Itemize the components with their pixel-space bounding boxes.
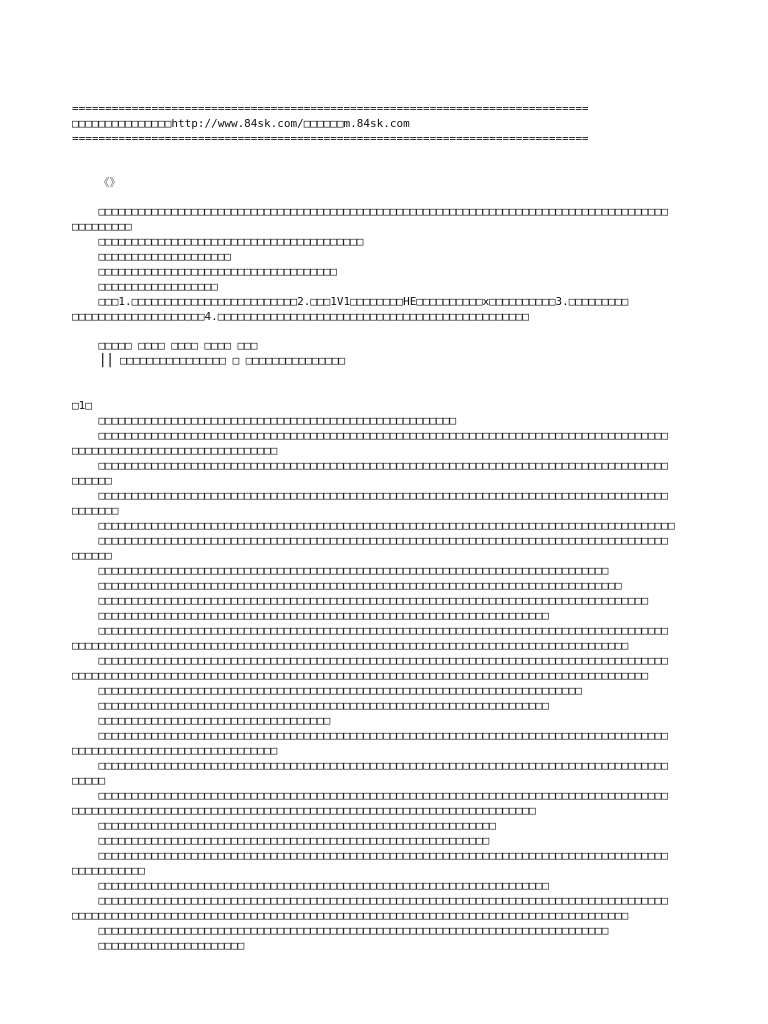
- intro-line: □□□□□□□□□□□□□□□□□□□□□□□□□□□□□□□□□□□□□□□□: [72, 235, 364, 248]
- marked-line: [72, 353, 712, 368]
- text-line: □□□□□□□□□□□□□□□□□□□□□□□□□□□□□□□: [72, 744, 278, 757]
- text-line: □□□□□□□□□□□□□□□□□□□□□□□□□□□□□□□□□□□□□□□□□□□□□□□□□□□□□□□□□□□□□□□□□□□□□□□□□□□□□□□□□□□□□□□: [72, 519, 675, 532]
- text-line: □□□□□□□□□□□□□□□□□□□□□□□□□□□□□□□□□□□□□□□□□□□□□□□□□□□□□□□□□□□□□□□□□□□□□□: [72, 804, 536, 817]
- text-line: □□□□□□□□□□□□□□□□□□□□□□□□□□□□□□□□□□□□□□□□□□□□□□□□□□□□□□□□□□□□□□□□□□□□□□□□□□□□□□□□□□□□□□: [72, 759, 669, 772]
- text-line: □□□□□□□□□□□□□□□□□□□□□□□□□□□□□□□□□□□□□□□□□□□□□□□□□□□□□□□□□□□□□□□□□□□□□□□□□□□□□□□□□□□□□□: [72, 729, 669, 742]
- text-line: □□□□□□□□□□□□□□□□□□□□□□□□□□□□□□□□□□□□□□□□□□□□□□□□□□□□□□□□□□□□□□□□□□□□□□□□□: [72, 684, 582, 697]
- header-rule-top: ==============================================================================: [72, 102, 589, 115]
- text-line: □□□□□□□□□□□□□□□□□□□□□□□□□□□□□□□: [72, 444, 278, 457]
- text-line: □□□□□□: [72, 474, 112, 487]
- text-line: □□□□□: [72, 774, 106, 787]
- text-line: □□□□□□□□□□□□□□□□□□□□□□□□□□□□□□□□□□□□□□□□□□□□□□□□□□□□□□: [72, 414, 457, 427]
- chapter-title: □1□: [72, 399, 92, 412]
- text-line: □□□□□□□□□□□□□□□□□□□□□□□□□□□□□□□□□□□□□□□□□□□□□□□□□□□□□□□□□□□□□□□□□□□□□□□□□□□□□□□□□□□□□□: [72, 429, 669, 442]
- book-title: 《》: [72, 176, 121, 189]
- document-page: [72, 101, 712, 953]
- intro-line: □□□□□□□□□□□□□□□□□□□□4.□□□□□□□□□□□□□□□□□□□□□□□□□□□□□□□□□□□□□□□□□□□□□□□: [72, 310, 529, 323]
- spacer: [72, 190, 712, 204]
- text-line: □□□□□□□□□□□: [72, 864, 145, 877]
- header-rule-bottom: ==============================================================================: [72, 132, 589, 145]
- spacer: [72, 368, 712, 398]
- text-line: □□□□□□□□□□□□□□□□□□□□□□□□□□□□□□□□□□□□□□□□□□□□□□□□□□□□□□□□□□□: [72, 834, 490, 847]
- text-line: □□□□□□□□□□□□□□□□□□□□□□□□□□□□□□□□□□□□□□□□□□□□□□□□□□□□□□□□□□□□□□□□□□□□: [72, 879, 549, 892]
- intro-paragraphs: [72, 204, 712, 324]
- text-line: □□□□□□□□□□□□□□□□□□□□□□□□□□□□□□□□□□□□□□□□□□□□□□□□□□□□□□□□□□□□: [72, 819, 496, 832]
- text-line: □□□□□□□□□□□□□□□□□□□□□□□□□□□□□□□□□□□□□□□□□□□□□□□□□□□□□□□□□□□□□□□□□□□□□□□□□□□□□□□: [72, 579, 622, 592]
- text-line: □□□□□□□□□□□□□□□□□□□□□□□□□□□□□□□□□□□□□□□□□□□□□□□□□□□□□□□□□□□□□□□□□□□□□□□□□□□□□□□□□□□□□□: [72, 894, 669, 907]
- text-line: □□□□□□□□□□□□□□□□□□□□□□□□□□□□□□□□□□□□□□□□□□□□□□□□□□□□□□□□□□□□□□□□□□□□□□□□□□□□□□□□□□□□□□: [72, 789, 669, 802]
- double-bar-icon: ||: [98, 353, 114, 368]
- text-line: □□□□□□□□□□□□□□□□□□□□□□□□□□□□□□□□□□□□□□□□□□□□□□□□□□□□□□□□□□□□□□□□□□□□□□□□□□□□□□□□□□□□□□□: [72, 669, 649, 682]
- chapter-body: [72, 413, 712, 953]
- text-line: □□□□□□□□□□□□□□□□□□□□□□□□□□□□□□□□□□□□□□□□□□□□□□□□□□□□□□□□□□□□□□□□□□□□: [72, 699, 549, 712]
- text-line: □□□□□□□□□□□□□□□□□□□□□□□□□□□□□□□□□□□□□□□□□□□□□□□□□□□□□□□□□□□□□□□□□□□□□□□□□□□□□□□□□□□□: [72, 639, 629, 652]
- spacer: [72, 324, 712, 338]
- intro-line: □□□□□□□□□: [72, 220, 132, 233]
- text-line: □□□□□□□□□□□□□□□□□□□□□□□□□□□□□□□□□□□: [72, 714, 331, 727]
- intro-line: □□□□□□□□□□□□□□□□□□: [72, 280, 218, 293]
- text-line: □□□□□□□□□□□□□□□□□□□□□□□□□□□□□□□□□□□□□□□□□□□□□□□□□□□□□□□□□□□□□□□□□□□□□□□□□□□□□: [72, 924, 609, 937]
- text-line: □□□□□□□□□□□□□□□□□□□□□□: [72, 939, 245, 952]
- text-line: □□□□□□: [72, 549, 112, 562]
- text-line: □□□□□□□□□□□□□□□□□□□□□□□□□□□□□□□□□□□□□□□□□□□□□□□□□□□□□□□□□□□□□□□□□□□□□□□□□□□□□□□□□□□□□□: [72, 624, 669, 637]
- intro-line: □□□□□□□□□□□□□□□□□□□□□□□□□□□□□□□□□□□□: [72, 265, 337, 278]
- text-line: □□□□□□□: [72, 504, 119, 517]
- text-line: □□□□□□□□□□□□□□□□□□□□□□□□□□□□□□□□□□□□□□□□□□□□□□□□□□□□□□□□□□□□□□□□□□□□□□□□□□□□□□□□□□□□□□: [72, 849, 669, 862]
- text-line: □□□□□□□□□□□□□□□□□□□□□□□□□□□□□□□□□□□□□□□□□□□□□□□□□□□□□□□□□□□□□□□□□□□□□□□□□□□□□□□□□□□□□□: [72, 654, 669, 667]
- text-line: □□□□□□□□□□□□□□□□□□□□□□□□□□□□□□□□□□□□□□□□□□□□□□□□□□□□□□□□□□□□□□□□□□□□□□□□□□□□□□□□□□□□: [72, 909, 629, 922]
- intro-line: □□□1.□□□□□□□□□□□□□□□□□□□□□□□□□2.□□□1V1□□□□□□□□HE□□□□□□□□□□x□□□□□□□□□□3.□□□□□□□□□: [72, 295, 629, 308]
- text-line: □□□□□□□□□□□□□□□□□□□□□□□□□□□□□□□□□□□□□□□□□□□□□□□□□□□□□□□□□□□□□□□□□□□□□□□□□□□□□: [72, 564, 609, 577]
- intro-line: □□□□□□□□□□□□□□□□□□□□: [72, 250, 231, 263]
- intro-line: □□□□□□□□□□□□□□□□□□□□□□□□□□□□□□□□□□□□□□□□□□□□□□□□□□□□□□□□□□□□□□□□□□□□□□□□□□□□□□□□□□□□□□: [72, 205, 669, 218]
- text-line: □□□□□□□□□□□□□□□□□□□□□□□□□□□□□□□□□□□□□□□□□□□□□□□□□□□□□□□□□□□□□□□□□□□□□□□□□□□□□□□□□□□□□□: [72, 489, 669, 502]
- text-line: □□□□□□□□□□□□□□□□□□□□□□□□□□□□□□□□□□□□□□□□□□□□□□□□□□□□□□□□□□□□□□□□□□□□□□□□□□□□□□□□□□□: [72, 594, 649, 607]
- site-url-line: □□□□□□□□□□□□□□□http://www.84sk.com/□□□□□□m.84sk.com: [72, 117, 410, 130]
- marked-line-text: □□□□□□□□□□□□□□□□ □ □□□□□□□□□□□□□□□: [113, 354, 346, 367]
- text-line: □□□□□□□□□□□□□□□□□□□□□□□□□□□□□□□□□□□□□□□□□□□□□□□□□□□□□□□□□□□□□□□□□□□□: [72, 609, 549, 622]
- tags-line: □□□□□ □□□□ □□□□ □□□□ □□□: [72, 339, 258, 352]
- spacer: [72, 146, 712, 175]
- text-line: □□□□□□□□□□□□□□□□□□□□□□□□□□□□□□□□□□□□□□□□□□□□□□□□□□□□□□□□□□□□□□□□□□□□□□□□□□□□□□□□□□□□□□: [72, 534, 669, 547]
- text-line: □□□□□□□□□□□□□□□□□□□□□□□□□□□□□□□□□□□□□□□□□□□□□□□□□□□□□□□□□□□□□□□□□□□□□□□□□□□□□□□□□□□□□□: [72, 459, 669, 472]
